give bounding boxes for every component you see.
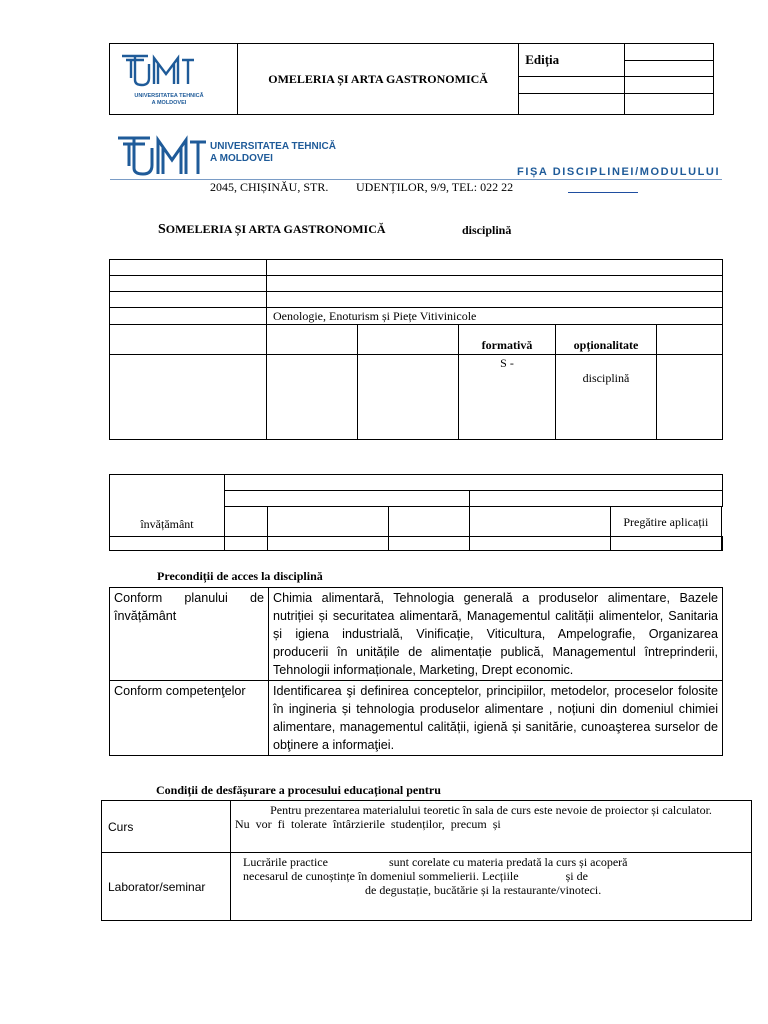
- brand-university-line2: A MOLDOVEI: [210, 153, 273, 164]
- value-disciplina: disciplină: [556, 355, 657, 440]
- discipline-title-suffix: disciplină: [462, 223, 512, 237]
- col-optionalitate: opționalitate: [556, 325, 657, 355]
- header-cell: [624, 44, 713, 61]
- condition-curs-line2: Nu vor fi tolerate întârzierile studenților, precum și: [235, 817, 501, 831]
- condition-curs-line1: Pentru prezentarea materialului teoretic în sala de curs este nevoie de proiector și calculator.: [270, 803, 712, 817]
- prereq-text-competente: Identificarea şi definirea conceptelor, principiilor, metodelor, proceselor folosite în ingineria și tehnologia produselor alimentare , noțiuni din domeniul chimiei alimentare, managementul calității, igienă și sanitărie, cunoaşterea surselor de obţinere a informaţiei.: [269, 681, 723, 756]
- table-cell: [110, 537, 225, 551]
- table-cell: [110, 260, 267, 276]
- prerequisites-heading: Precondiții de acces la disciplină: [157, 569, 323, 583]
- table-cell: [267, 355, 358, 440]
- table-cell: [267, 276, 723, 292]
- department-value: Oenologie, Enoturism și Piețe Vitivinicole: [267, 308, 723, 325]
- header-logo-cell: [110, 44, 238, 115]
- hours-table: [109, 474, 723, 551]
- prereq-label-plan: Conform planului de învățământ: [110, 588, 269, 681]
- header-cell: [624, 77, 713, 94]
- email-link[interactable]: [568, 192, 638, 193]
- header-logo-caption-1: UNIVERSITATEA TEHNICĂ: [134, 93, 204, 99]
- table-cell: [657, 355, 723, 440]
- condition-lab-line1b: sunt corelate cu materia predată la curs și acoperă: [388, 855, 628, 869]
- utm-logo-icon: [118, 50, 198, 88]
- conditions-heading: Condiții de desfășurare a procesului educațional pentru: [156, 783, 441, 797]
- table-cell: [267, 292, 723, 308]
- condition-lab-line3: de degustație, bucătărie și la restaurante/vinoteci.: [365, 883, 602, 897]
- header-cell: [624, 61, 713, 77]
- table-cell: [470, 537, 611, 551]
- table-cell: [268, 537, 389, 551]
- prerequisites-table: [109, 587, 723, 756]
- col-formativa: formativă: [459, 325, 556, 355]
- col-pregatire-aplicatii: Pregătire aplicații: [611, 507, 722, 537]
- table-cell: [225, 507, 268, 537]
- conditions-table: [101, 800, 752, 921]
- table-cell: [358, 325, 459, 355]
- table-cell: [267, 260, 723, 276]
- table-cell: [225, 491, 470, 507]
- condition-lab-line2a: necesarul de cunoștințe în domeniul sommelierii. Lecțiile: [243, 869, 519, 883]
- table-cell: [110, 276, 267, 292]
- utm-brand-logo-icon: [114, 132, 210, 178]
- condition-lab-line1a: Lucrările practice: [243, 855, 328, 869]
- condition-text-laborator: [231, 853, 752, 921]
- table-cell: [110, 355, 267, 440]
- condition-label-curs: Curs: [102, 801, 231, 853]
- prereq-text-plan: Chimia alimentară, Tehnologia generală a produselor alimentare, Bazele nutriției și securitatea alimentară, Managementul calității alimentelor, Sanitaria și igiena industrială, Vinificație, Viticultura, Ampelografie, Organizarea producerii în unitățile de alimentație publică, Managementul întreprinderii, Tehnologii informaționale, Marketing, Drept economic.: [269, 588, 723, 681]
- table-cell: [267, 325, 358, 355]
- condition-lab-line2b: și de: [565, 869, 588, 883]
- discipline-title-rest: OMELERIA ȘI ARTA GASTRONOMICĂ: [165, 222, 386, 236]
- table-cell: [225, 537, 268, 551]
- header-cell: [519, 77, 625, 94]
- edition-label: Ediția: [519, 44, 625, 77]
- discipline-title: [158, 222, 386, 238]
- doc-type-label: FIȘA DISCIPLINEI/MODULULUI: [517, 166, 721, 178]
- table-cell: [389, 507, 470, 537]
- table-cell: [470, 491, 723, 507]
- header-logo-caption-2: A MOLDOVEI: [151, 100, 187, 106]
- header-course-title: OMELERIA ȘI ARTA GASTRONOMICĂ: [238, 44, 519, 115]
- document-header-table: [109, 43, 714, 115]
- prereq-label-competente: Conform competenţelor: [110, 681, 269, 756]
- table-cell: [389, 537, 470, 551]
- value-s: S -: [459, 355, 556, 440]
- discipline-title-initial: S: [158, 222, 166, 237]
- table-cell: [470, 507, 611, 537]
- header-cell: [624, 94, 713, 115]
- table-cell: [358, 355, 459, 440]
- table-cell: [657, 325, 723, 355]
- table-cell: [268, 507, 389, 537]
- table-cell: [110, 292, 267, 308]
- address-part2: UDENȚILOR, 9/9, TEL: 022 22: [356, 180, 514, 194]
- table-cell: [225, 475, 723, 491]
- table-cell: [110, 308, 267, 325]
- condition-label-laborator: Laborator/seminar: [102, 853, 231, 921]
- header-cell: [519, 94, 625, 115]
- table-cell: [721, 537, 722, 551]
- brand-university-line1: UNIVERSITATEA TEHNICĂ: [210, 141, 336, 152]
- course-info-table: [109, 259, 723, 440]
- row-label-invatamant: învățământ: [110, 475, 225, 537]
- table-cell: [110, 325, 267, 355]
- table-cell: [611, 537, 722, 551]
- address-part1: 2045, CHIȘINĂU, STR.: [210, 180, 329, 194]
- condition-text-curs: [231, 801, 752, 853]
